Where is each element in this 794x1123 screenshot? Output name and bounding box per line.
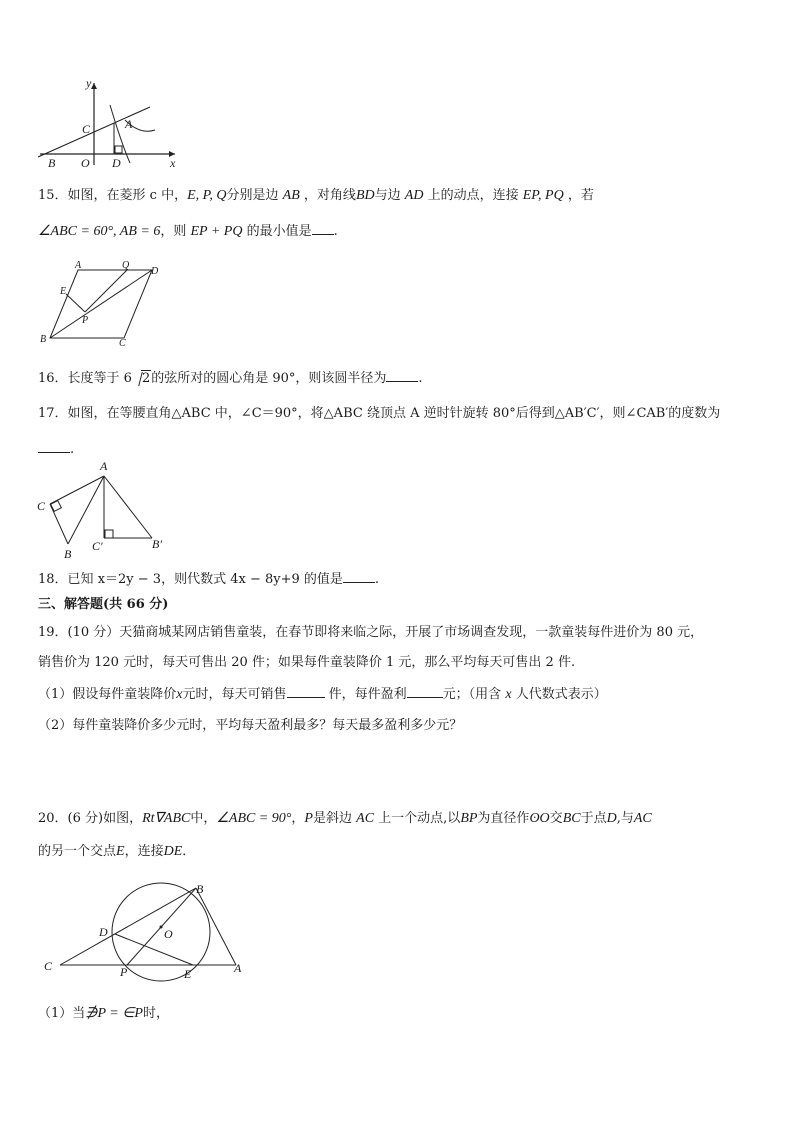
- fig14-label-d: D: [112, 156, 121, 170]
- q20-line2: 的另一个交点E，连接DE．: [38, 844, 196, 859]
- q18-answer-blank: [343, 570, 375, 583]
- figure-q15: [30, 258, 170, 348]
- q15-answer-blank: [312, 222, 334, 235]
- q19-blank-profit: [407, 685, 443, 698]
- q19-blank-quantity: [287, 685, 325, 698]
- fig20-label-b: B: [196, 882, 204, 896]
- figure-q14: [30, 75, 190, 170]
- q17-answer-line: .: [38, 440, 74, 459]
- q15-line1: 15．如图，在菱形 c 中，E, P, Q分别是边 AB ，对角线BD与边 AD 上的动点，连接 EP, PQ ，若: [38, 188, 594, 203]
- fig17-label-bprime: B′: [152, 537, 162, 551]
- fig15-label-b: B: [40, 334, 47, 345]
- fig17-label-a: A: [100, 459, 108, 473]
- fig15-label-c: C: [119, 338, 126, 349]
- figure-q20: [38, 878, 253, 988]
- fig14-label-x: x: [170, 156, 176, 170]
- fig14-label-y: y: [86, 76, 92, 90]
- figure-q17: [30, 458, 180, 563]
- sqrt-symbol: 2: [132, 370, 151, 388]
- fig15-label-e: E: [60, 286, 67, 297]
- fig17-label-c: C: [37, 499, 46, 513]
- q17-text: 17．如图，在等腰直角△ABC 中，∠C＝90°，将△ABC 绕顶点 A 逆时针旋转 80°后得到△AB′C′，则∠CAB′的度数为: [38, 406, 721, 421]
- fig20-label-d: D: [99, 925, 108, 939]
- fig20-label-p: P: [120, 965, 128, 979]
- fig20-label-c: C: [44, 959, 53, 973]
- fig14-label-b: B: [48, 156, 56, 170]
- q16-text: 16．长度等于 6 2的弦所对的圆心角是 90°，则该圆半径为 .: [38, 371, 423, 386]
- fig20-label-o: O: [164, 927, 173, 941]
- q19-line1: 19．(10 分）天猫商城某网店销售童装，在春节即将来临之际，开展了市场调查发现，一款童装每件进价为 80 元，: [38, 625, 704, 640]
- q17-answer-blank: [38, 440, 70, 453]
- fig14-label-o: O: [81, 156, 90, 170]
- fig14-label-c: C: [82, 122, 91, 136]
- fig15-label-p: P: [82, 315, 89, 326]
- fig15-label-d: D: [151, 266, 159, 277]
- q20-sub1: （1）当∌P = ∈P时，: [38, 1006, 169, 1021]
- fig15-label-q: Q: [122, 260, 130, 271]
- fig14-label-a: A: [125, 117, 133, 131]
- q18-text: 18．已知 x＝2y − 3，则代数式 4x − 8y+9 的值是 .: [38, 572, 380, 587]
- q15-line2: ∠ABC = 60°, AB = 6，则 EP + PQ 的最小值是 .: [38, 224, 338, 239]
- q20-line1: 20．(6 分)如图，Rt∇ABC中，∠ABC = 90°，P是斜边 AC 上一个动点,以BP为直径作ʘO交BC于点D,与AC: [38, 811, 652, 826]
- section-heading: 三、解答题(共 66 分): [38, 597, 169, 612]
- q16-answer-blank: [386, 369, 418, 382]
- fig17-label-cprime: C′: [92, 539, 103, 553]
- q19-line2: 销售价为 120 元时，每天可售出 20 件；如果每件童装降价 1 元，那么平均每天可售出 2 件.: [38, 655, 576, 670]
- fig20-label-a: A: [234, 961, 242, 975]
- fig17-label-b: B: [64, 547, 72, 561]
- fig15-label-a: A: [75, 260, 82, 271]
- fig20-label-e: E: [184, 967, 192, 981]
- q19-sub1: （1）假设每件童装降价x元时，每天可销售 件，每件盈利 元；（用含 x 人代数式表示）: [38, 687, 607, 702]
- q19-sub2: （2）每件童装降价多少元时，平均每天盈利最多？每天最多盈利多少元？: [38, 718, 463, 733]
